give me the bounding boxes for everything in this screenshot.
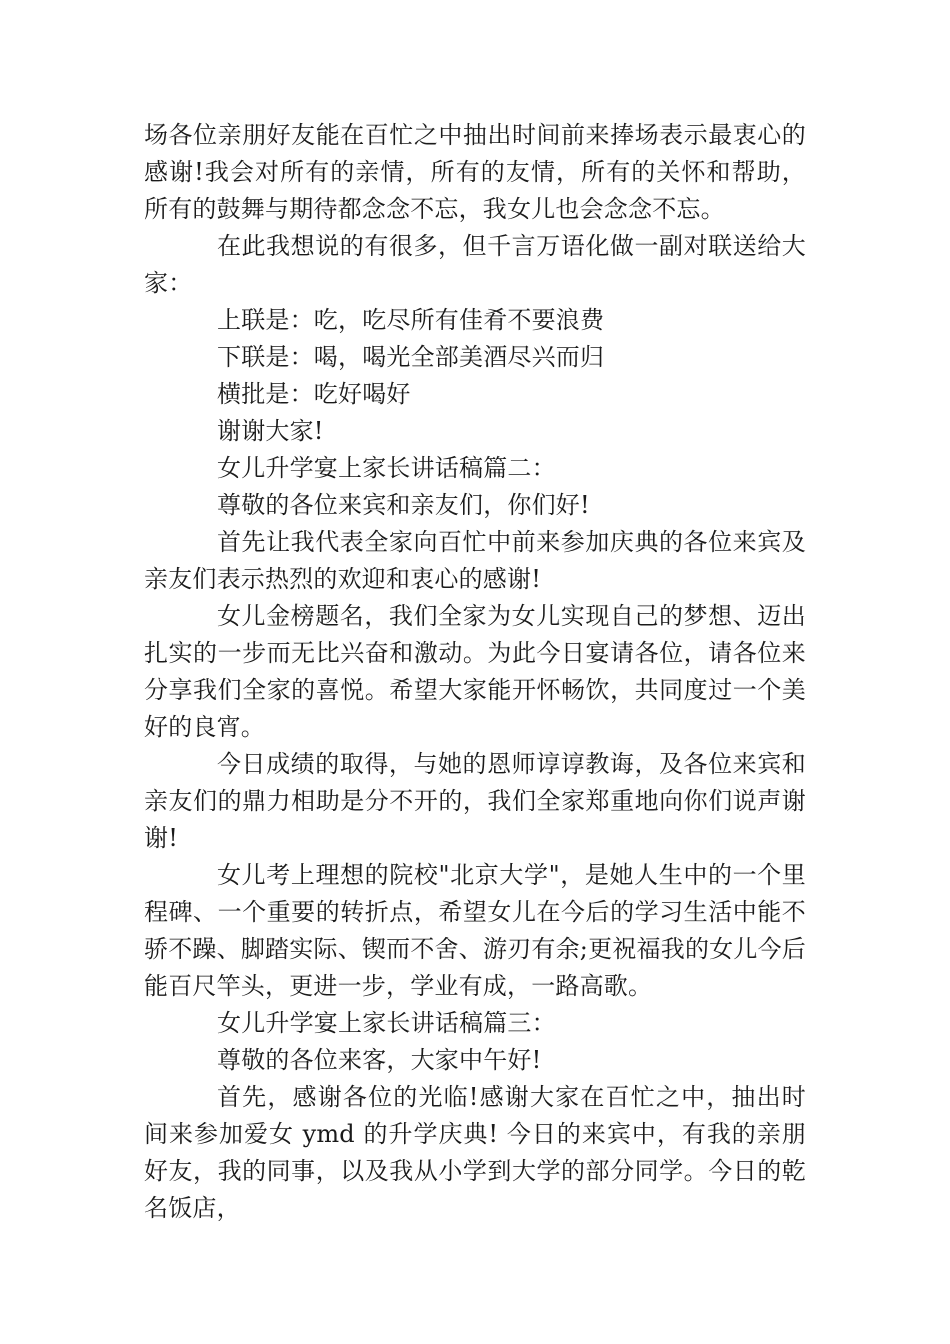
greeting: 尊敬的各位来客，大家中午好! [217, 1046, 542, 1074]
couplet-upper: 上联是：吃，吃尽所有佳肴不要浪费 [217, 306, 605, 334]
section-heading-2: 女儿升学宴上家长讲话稿篇二： [217, 454, 556, 482]
paragraph: 女儿考上理想的院校"北京大学"，是她人生中的一个里程碑、一个重要的转折点，希望女儿在今后的学习生活中能不骄不躁、脚踏实际、锲而不舍、游刃有余;更祝福我的女儿今后能百尺竿头，更进一步，学业有成，一路高歌。 [144, 861, 806, 1000]
paragraph: 首先让我代表全家向百忙中前来参加庆典的各位来宾及亲友们表示热烈的欢迎和衷心的感谢! [144, 528, 806, 593]
section-heading-3: 女儿升学宴上家长讲话稿篇三： [217, 1009, 556, 1037]
paragraph: 今日成绩的取得，与她的恩师谆谆教诲，及各位来宾和亲友们的鼎力相助是分不开的，我们全家郑重地向你们说声谢谢! [144, 750, 806, 852]
greeting: 尊敬的各位来宾和亲友们，你们好! [217, 491, 590, 519]
document-body [144, 117, 806, 1227]
paragraph: 谢谢大家! [217, 417, 324, 445]
paragraph: 在此我想说的有很多，但千言万语化做一副对联送给大家： [144, 232, 806, 297]
couplet-lower: 下联是：喝，喝光全部美酒尽兴而归 [217, 343, 605, 371]
paragraph: 女儿金榜题名，我们全家为女儿实现自己的梦想、迈出扎实的一步而无比兴奋和激动。为此今日宴请各位，请各位来分享我们全家的喜悦。希望大家能开怀畅饮，共同度过一个美好的良宵。 [144, 602, 806, 741]
paragraph: 场各位亲朋好友能在百忙之中抽出时间前来捧场表示最衷心的感谢!我会对所有的亲情，所有的友情，所有的关怀和帮助，所有的鼓舞与期待都念念不忘，我女儿也会念念不忘。 [144, 121, 806, 223]
couplet-horizontal: 横批是：吃好喝好 [217, 380, 411, 408]
paragraph: 首先，感谢各位的光临!感谢大家在百忙之中，抽出时间来参加爱女 ymd 的升学庆典! 今日的来宾中，有我的亲朋好友，我的同事，以及我从小学到大学的部分同学。今日的乾名饭店， [144, 1083, 806, 1222]
